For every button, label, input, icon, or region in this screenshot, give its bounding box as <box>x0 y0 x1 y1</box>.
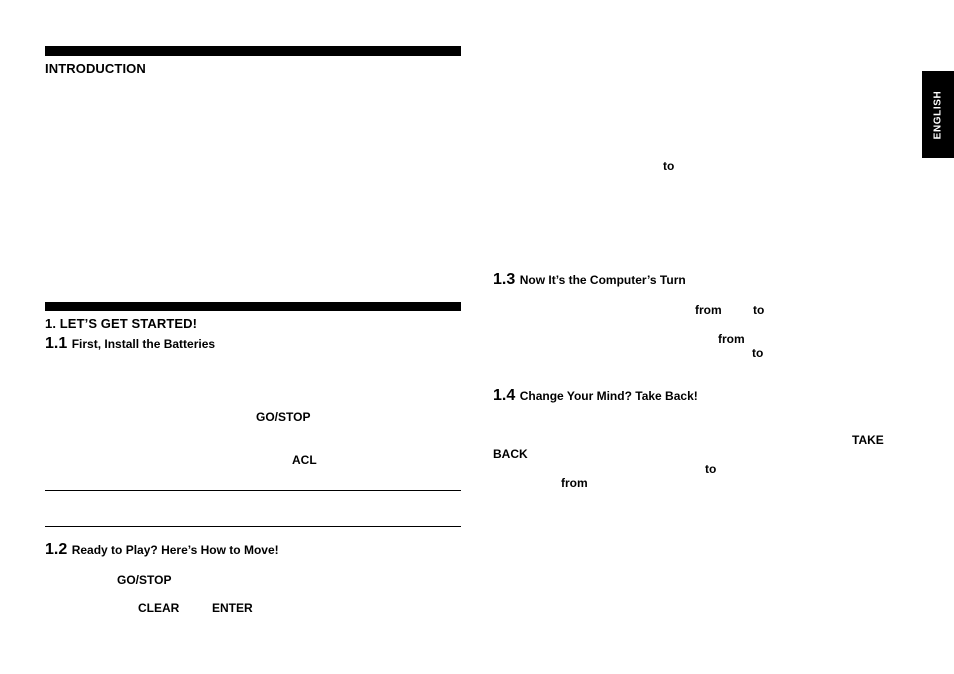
keyword-go-stop-2: GO/STOP <box>117 573 172 587</box>
subsection-1-2-heading <box>45 541 279 559</box>
subsection-1-3-title: Now It’s the Computer’s Turn <box>519 273 686 287</box>
language-tab <box>922 71 954 158</box>
note-rule-top <box>45 490 461 491</box>
keyword-to-top: to <box>663 159 675 173</box>
keyword-to-1: to <box>753 303 765 317</box>
subsection-1-1-title: First, Install the Batteries <box>71 337 216 351</box>
language-tab-label: ENGLISH <box>932 90 944 139</box>
subsection-1-1-heading <box>45 335 215 353</box>
keyword-acl: ACL <box>292 453 317 467</box>
keyword-go-stop-1: GO/STOP <box>256 410 311 424</box>
keyword-from-2: from <box>718 332 745 346</box>
subsection-1-1-number: 1.1 <box>45 335 68 352</box>
keyword-from-3: from <box>561 476 588 490</box>
keyword-clear: CLEAR <box>138 601 180 615</box>
keyword-take: TAKE <box>852 433 884 447</box>
top-heading-bar <box>45 46 461 56</box>
keyword-to-2: to <box>752 346 764 360</box>
subsection-1-3-number: 1.3 <box>493 271 516 288</box>
introduction-heading: INTRODUCTION <box>45 61 146 76</box>
keyword-to-3: to <box>705 462 717 476</box>
subsection-1-2-title: Ready to Play? Here’s How to Move! <box>71 543 279 557</box>
subsection-1-4-heading <box>493 387 698 405</box>
subsection-1-2-number: 1.2 <box>45 541 68 558</box>
keyword-back: BACK <box>493 447 528 461</box>
keyword-from-1: from <box>695 303 722 317</box>
subsection-1-4-title: Change Your Mind? Take Back! <box>519 389 698 403</box>
section-heading-bar <box>45 302 461 311</box>
keyword-enter: ENTER <box>212 601 253 615</box>
section-1-heading: 1. LET’S GET STARTED! <box>45 316 198 331</box>
subsection-1-3-heading <box>493 271 686 289</box>
note-rule-bottom <box>45 526 461 527</box>
subsection-1-4-number: 1.4 <box>493 387 516 404</box>
